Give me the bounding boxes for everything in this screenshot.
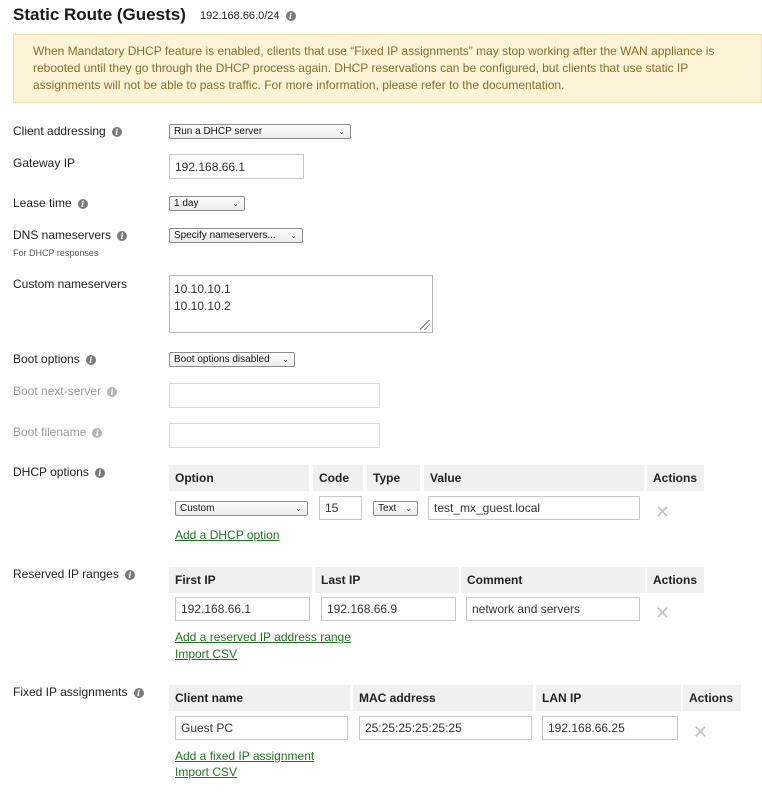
info-icon[interactable]: i <box>134 688 144 698</box>
page-title: Static Route (Guests) <box>13 5 186 24</box>
chevron-down-icon: ⌄ <box>338 127 345 136</box>
dns-nameservers-label: DNS nameservers i <box>13 228 127 242</box>
nameserver-line: 10.10.10.1 <box>174 282 231 296</box>
dhcp-code-input[interactable]: 15 <box>319 496 362 520</box>
lease-time-select[interactable]: 1 day ⌄ <box>169 196 245 211</box>
client-addressing-select[interactable]: Run a DHCP server ⌄ <box>169 124 351 139</box>
close-icon[interactable]: ✕ <box>655 502 671 522</box>
col-option: Option <box>169 465 309 491</box>
info-icon[interactable]: i <box>92 428 102 438</box>
dhcp-type-select[interactable]: Text ⌄ <box>373 501 418 516</box>
dns-sublabel: For DHCP responses <box>13 248 99 258</box>
dhcp-options-header <box>169 465 704 491</box>
col-lan-ip: LAN IP <box>536 685 681 711</box>
col-actions: Actions <box>647 567 704 593</box>
chevron-down-icon: ⌄ <box>232 199 239 208</box>
chevron-down-icon: ⌄ <box>405 504 412 513</box>
resize-grip-icon[interactable] <box>420 320 430 330</box>
reserved-ip-ranges-label: Reserved IP ranges i <box>13 567 135 581</box>
add-dhcp-option-link[interactable]: Add a DHCP option <box>175 528 280 542</box>
import-csv-link[interactable]: Import CSV <box>175 765 238 779</box>
info-icon[interactable]: i <box>107 387 117 397</box>
dhcp-value-input[interactable]: test_mx_guest.local <box>428 496 640 520</box>
col-client-name: Client name <box>169 685 350 711</box>
info-icon[interactable]: i <box>286 11 296 21</box>
custom-nameservers-label: Custom nameservers <box>13 277 128 291</box>
boot-options-select[interactable]: Boot options disabled ⌄ <box>169 352 295 367</box>
gateway-ip-label: Gateway IP <box>13 156 76 170</box>
boot-filename-input[interactable] <box>169 423 380 448</box>
col-last-ip: Last IP <box>315 567 459 593</box>
fixed-assignments-header <box>169 685 741 711</box>
dhcp-option-select[interactable]: Custom ⌄ <box>175 501 308 516</box>
boot-next-server-label: Boot next-server i <box>13 384 117 398</box>
subnet-label <box>200 10 296 22</box>
custom-nameservers-textarea[interactable] <box>169 275 433 333</box>
col-code: Code <box>313 465 363 491</box>
info-icon[interactable]: i <box>112 127 122 137</box>
col-comment: Comment <box>461 567 645 593</box>
mac-address-input[interactable]: 25:25:25:25:25:25 <box>359 716 532 740</box>
reserved-ranges-header <box>169 567 704 593</box>
boot-filename-label: Boot filename i <box>13 425 102 439</box>
nameserver-line: 10.10.10.2 <box>174 299 231 313</box>
boot-next-server-input[interactable] <box>169 383 380 408</box>
add-fixed-assignment-link[interactable]: Add a fixed IP assignment <box>175 749 315 763</box>
col-type: Type <box>367 465 420 491</box>
boot-options-label: Boot options i <box>13 352 96 366</box>
info-icon[interactable]: i <box>95 468 105 478</box>
add-reserved-range-link[interactable]: Add a reserved IP address range <box>175 630 351 644</box>
col-actions: Actions <box>647 465 704 491</box>
col-actions: Actions <box>683 685 741 711</box>
gateway-ip-input[interactable]: 192.168.66.1 <box>169 154 304 179</box>
mandatory-dhcp-warning: When Mandatory DHCP feature is enabled, clients that use “Fixed IP assignments” may stop working after the WAN appliance is rebooted until they go through the DHCP process again. DHCP reservations can be configured, but clients that use static IP assignments will not be able to pass traffic. For more information, please refer to the documentation. <box>13 34 762 103</box>
import-csv-link[interactable]: Import CSV <box>175 647 238 661</box>
info-icon[interactable]: i <box>125 570 135 580</box>
lease-time-label: Lease time i <box>13 196 88 210</box>
chevron-down-icon: ⌄ <box>295 504 302 513</box>
close-icon[interactable]: ✕ <box>693 722 709 742</box>
col-value: Value <box>424 465 644 491</box>
close-icon[interactable]: ✕ <box>655 603 671 623</box>
last-ip-input[interactable]: 192.168.66.9 <box>321 597 456 621</box>
dhcp-options-label: DHCP options i <box>13 465 105 479</box>
comment-input[interactable]: network and servers <box>466 597 640 621</box>
first-ip-input[interactable]: 192.168.66.1 <box>175 597 310 621</box>
info-icon[interactable]: i <box>117 231 127 241</box>
subnet-value: 192.168.66.0/24 <box>200 10 280 22</box>
client-name-input[interactable]: Guest PC <box>175 716 348 740</box>
col-first-ip: First IP <box>169 567 312 593</box>
info-icon[interactable]: i <box>86 355 96 365</box>
client-addressing-label: Client addressing i <box>13 124 122 138</box>
fixed-ip-assignments-label: Fixed IP assignments i <box>13 685 144 699</box>
info-icon[interactable]: i <box>78 199 88 209</box>
dns-nameservers-select[interactable]: Specify nameservers... ⌄ <box>169 228 303 243</box>
col-mac-address: MAC address <box>353 685 533 711</box>
chevron-down-icon: ⌄ <box>282 355 289 364</box>
lan-ip-input[interactable]: 192.168.66.25 <box>542 716 678 740</box>
chevron-down-icon: ⌄ <box>290 231 297 240</box>
